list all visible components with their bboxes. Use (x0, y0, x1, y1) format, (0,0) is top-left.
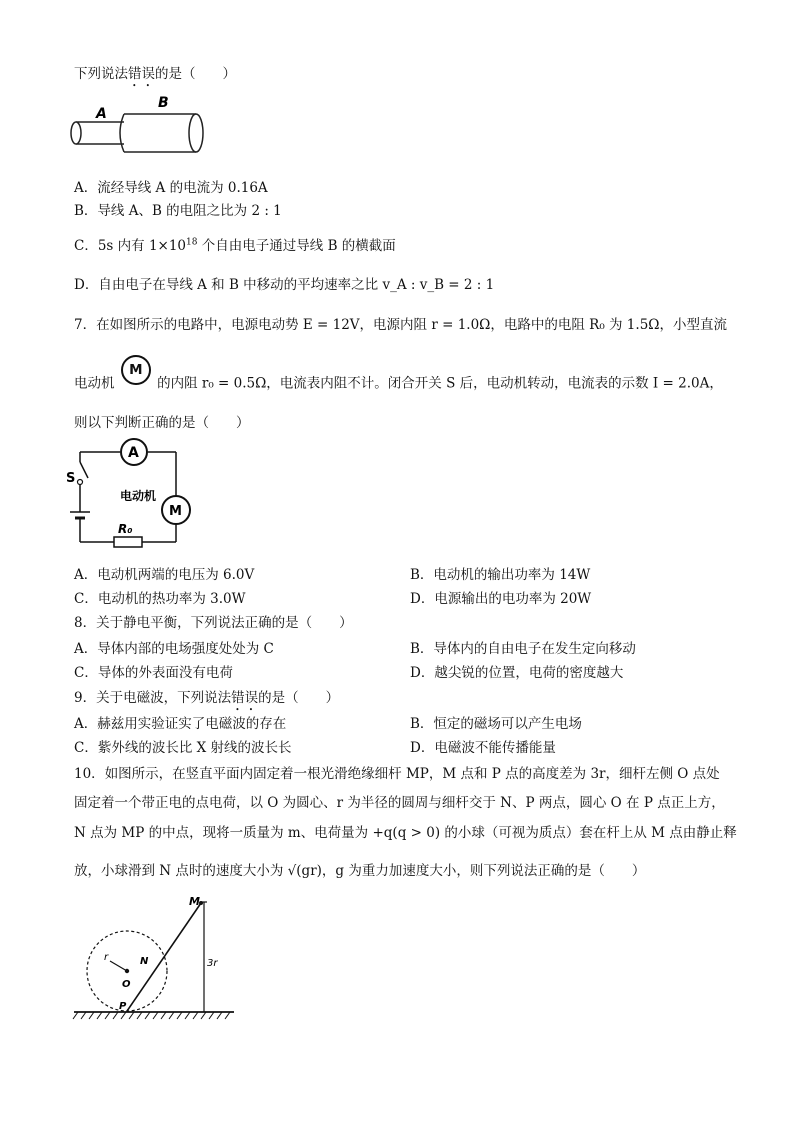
q6-option-d (74, 273, 494, 293)
q6-stem (74, 62, 236, 90)
option-text: 导体内部的电场强度处处为 C (97, 641, 274, 657)
q6-stem-pre: 下列说法 (74, 66, 128, 82)
point-o-label: O (122, 979, 131, 990)
q10-rod-figure (68, 890, 246, 1026)
q8-option-b (410, 637, 636, 657)
q10-line1 (74, 762, 720, 782)
resistor-label: R₀ (118, 522, 133, 536)
question-emphasis: 错误 (231, 690, 259, 706)
question-number: 8． (74, 615, 97, 631)
question-text: 关于静电平衡，下列说法正确的是（ ） (96, 615, 353, 631)
question-text: 电动机 (74, 375, 115, 392)
q6-option-a (74, 176, 268, 196)
question-text: 关于电磁波，下列说法 (96, 690, 232, 706)
option-text: 电动机两端的电压为 6.0V (97, 567, 255, 583)
motor-symbol: M (121, 355, 151, 385)
question-text: 如图所示，在竖直平面内固定着一根光滑绝缘细杆 MP，M 点和 P 点的高度差为 3r，细杆左侧 O 点处 (104, 766, 720, 782)
q6-stem-emphasis: 错误 (128, 66, 155, 82)
q6-option-c (74, 234, 396, 254)
question-text: 在如图所示的电路中，电源电动势 E = 12V，电源内阻 r = 1.0Ω，电路中的电阻 R₀ 为 1.5Ω，小型直流 (96, 317, 727, 333)
question-text: 固定着一个带正电的点电荷，以 O 为圆心、r 为半径的圆周与细杆交于 N、P 两点，圆心 O 在 P 点正上方， (74, 795, 725, 811)
switch-label: S (66, 471, 76, 486)
label-a: A (96, 106, 107, 122)
q9-stem (74, 686, 339, 714)
q7-line1 (74, 313, 727, 333)
q8-option-c (74, 661, 233, 681)
point-m-label: M (189, 895, 200, 908)
height-label: 3r (207, 958, 218, 969)
option-text: 赫兹用实验证实了电磁波的存在 (97, 716, 287, 732)
option-text: 恒定的磁场可以产生电场 (433, 716, 582, 732)
option-text: 电动机的热功率为 3.0W (97, 591, 246, 607)
option-key: D． (74, 277, 99, 293)
q8-stem (74, 611, 353, 631)
question-text: 则以下判断正确的是（ ） (74, 415, 250, 431)
q7-line2 (74, 362, 723, 399)
point-n-label: N (140, 956, 149, 967)
point-p-label: P (119, 1001, 127, 1012)
option-key: B． (410, 716, 434, 732)
question-number: 9． (74, 690, 97, 706)
q6-conductor-figure (66, 94, 216, 166)
q8-option-d (410, 661, 623, 681)
option-text: 个自由电子通过导线 B 的横截面 (197, 238, 396, 254)
option-text: 5s 内有 1×10 (97, 238, 187, 254)
option-key: A． (74, 716, 98, 732)
question-text: 的内阻 r₀ = 0.5Ω，电流表内阻不计。闭合开关 S 后，电动机转动，电流表的示数 I = 2.0A， (157, 375, 723, 392)
option-key: A． (74, 180, 98, 196)
question-text: 的是（ ） (258, 690, 340, 706)
q10-line4 (74, 859, 645, 879)
option-text: 导线 A、B 的电阻之比为 2 : 1 (97, 203, 282, 219)
q7-option-a (74, 563, 254, 583)
q9-option-a (74, 712, 286, 732)
option-key: B． (410, 567, 434, 583)
question-number: 7． (74, 317, 97, 333)
option-key: B． (410, 641, 434, 657)
q7-option-c (74, 587, 245, 607)
q6-option-b (74, 199, 282, 219)
q9-option-b (410, 712, 582, 732)
option-key: C． (74, 740, 98, 756)
motor-label: M (169, 504, 182, 519)
option-key: B． (74, 203, 98, 219)
q7-circuit-figure (64, 438, 200, 554)
option-key: C． (74, 238, 98, 254)
q8-option-a (74, 637, 274, 657)
q9-option-d (410, 736, 556, 756)
question-number: 10． (74, 766, 105, 782)
option-text: 电源输出的电功率为 20W (434, 591, 592, 607)
option-superscript: 18 (186, 237, 198, 248)
radius-label: r (104, 952, 109, 963)
q10-line2 (74, 791, 725, 811)
question-text: N 点为 MP 的中点，现将一质量为 m、电荷量为 +q(q > 0) 的小球（可视为质点）套在杆上从 M 点由静止释 (74, 825, 737, 841)
option-text: 流经导线 A 的电流为 0.16A (97, 180, 268, 196)
option-key: D． (410, 591, 435, 607)
option-text: 导体内的自由电子在发生定向移动 (433, 641, 636, 657)
q9-option-c (74, 736, 292, 756)
option-key: A． (74, 567, 98, 583)
option-text: 越尖锐的位置，电荷的密度越大 (434, 665, 624, 681)
option-key: D． (410, 740, 435, 756)
label-b: B (158, 95, 169, 111)
question-text: 放，小球滑到 N 点时的速度大小为 √(gr)，g 为重力加速度大小，则下列说法正确的是（ ） (74, 863, 646, 879)
option-text: 紫外线的波长比 X 射线的波长长 (97, 740, 292, 756)
option-text: 导体的外表面没有电荷 (97, 665, 233, 681)
q10-line3 (74, 821, 737, 841)
q7-option-d (410, 587, 591, 607)
option-text: 自由电子在导线 A 和 B 中移动的平均速率之比 v_A : v_B = 2 : 1 (98, 277, 495, 293)
option-text: 电磁波不能传播能量 (434, 740, 556, 756)
motor-text: 电动机 (120, 489, 157, 503)
ammeter-label: A (128, 445, 139, 461)
option-key: A． (74, 641, 98, 657)
q7-option-b (410, 563, 590, 583)
q6-stem-post: 的是（ ） (155, 66, 236, 82)
option-key: C． (74, 665, 98, 681)
q7-line3 (74, 411, 250, 431)
option-key: D． (410, 665, 435, 681)
option-text: 电动机的输出功率为 14W (433, 567, 591, 583)
option-key: C． (74, 591, 98, 607)
